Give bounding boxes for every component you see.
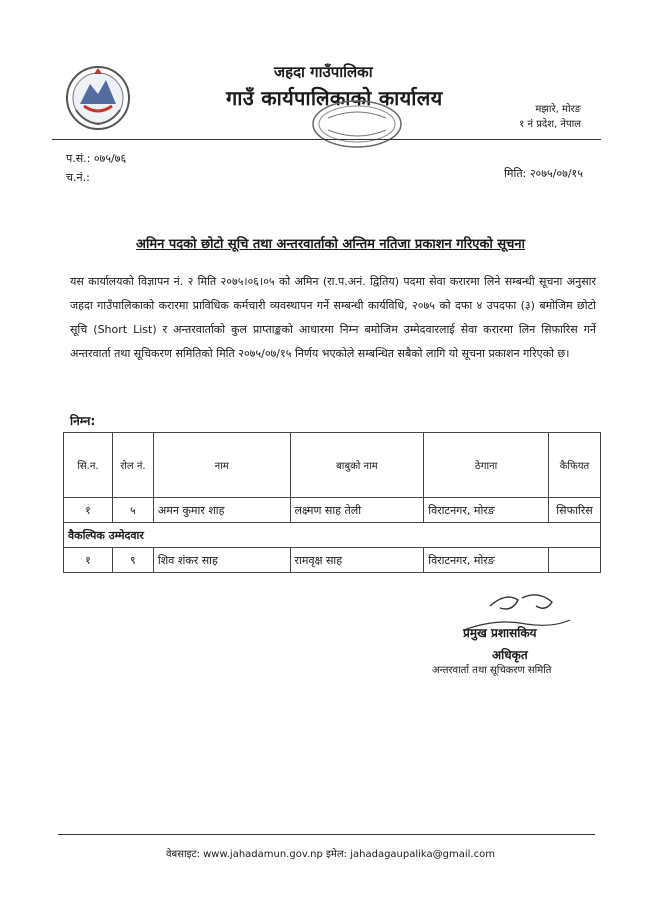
table-row <box>64 498 601 523</box>
cell-remarks <box>548 548 600 573</box>
notice-date: मिति: २०७५/०७/१५ <box>504 167 583 180</box>
table-header-row <box>64 433 601 498</box>
table-row <box>64 548 601 573</box>
cell-father: रामवृक्ष साह <box>290 548 424 573</box>
office-name: गाउँ कार्यपालिकाको कार्यालय <box>226 86 443 110</box>
cell-father: लक्ष्मण साह तेली <box>290 498 424 523</box>
footer-contact: वेबसाइट: www.jahadamun.gov.np इमेल: jahadagaupalika@gmail.com <box>166 849 495 860</box>
cell-roll: ५ <box>112 498 153 523</box>
cell-remarks: सिफारिस <box>548 498 600 523</box>
col-header-father: बाबुको नाम <box>290 433 424 498</box>
cell-address: विराटनगर, मोरङ <box>424 498 549 523</box>
header-divider <box>52 139 601 140</box>
notice-subject: अमिन पदको छोटो सूचि तथा अन्तरवार्ताको अन्तिम नतिजा प्रकाशन गरिएको सूचना <box>136 237 525 252</box>
list-label: निम्न: <box>70 414 96 428</box>
signatory-title: प्रमुख प्रशासकिय <box>463 626 537 640</box>
alternate-label: वैकल्पिक उम्मेदवार <box>64 523 601 548</box>
col-header-name: नाम <box>153 433 290 498</box>
signatory-title-2: अधिकृत <box>492 648 528 662</box>
nepal-emblem-icon <box>64 64 132 132</box>
office-stamp-icon <box>310 98 404 150</box>
alternate-label-row <box>64 523 601 548</box>
cell-name: अमन कुमार शाह <box>153 498 290 523</box>
dispatch-number: च.नं.: <box>66 171 90 184</box>
cell-address: विराटनगर, मोरङ <box>424 548 549 573</box>
cell-name: शिव शंकर साह <box>153 548 290 573</box>
col-header-serial: सि.न. <box>64 433 113 498</box>
col-header-roll: रोल नं. <box>112 433 153 498</box>
address-line-2: १ नं प्रदेश, नेपाल <box>519 119 581 130</box>
footer-divider <box>58 834 595 835</box>
notice-body: यस कार्यालयको विज्ञापन नं. २ मिति २०७५।०६।०५ को अमिन (रा.प.अनं. द्वितिय) पदमा सेवा करारमा लिने सम्बन्धी सूचना अनुसार जहदा गाउँपालिकाको करारमा प्राविधिक कर्मचारी व्यवस्थापन गर्ने सम्बन्धी कार्यविधि, २०७५ को दफा ४ उपदफा (३) बमोजिम छोटो सूचि (Short List) र अन्तरवार्ताको कुल प्राप्ताङ्कको आधारमा निम्न बमोजिम उम्मेदवारलाई सेवा करारमा लिन सिफारिस गर्ने अन्तरवार्ता तथा सूचिकरण समितिको मिति २०७५/०७/१५ निर्णय भएकोले सम्बन्धित सबैको लागि यो सूचना प्रकाशन गरिएको छ। <box>70 275 596 360</box>
address-line-1: मझारे, मोरङ <box>535 104 581 115</box>
cell-serial: १ <box>64 548 113 573</box>
cell-serial: १ <box>64 498 113 523</box>
municipality-name: जहदा गाउँपालिका <box>274 63 373 81</box>
cell-roll: ९ <box>112 548 153 573</box>
reference-number: प.सं.: ०७५/७६ <box>66 152 127 165</box>
candidate-table <box>63 432 601 573</box>
col-header-remarks: कैफियत <box>548 433 600 498</box>
committee-name: अन्तरवार्ता तथा सूचिकरण समिति <box>432 665 552 676</box>
col-header-address: ठेगाना <box>424 433 549 498</box>
